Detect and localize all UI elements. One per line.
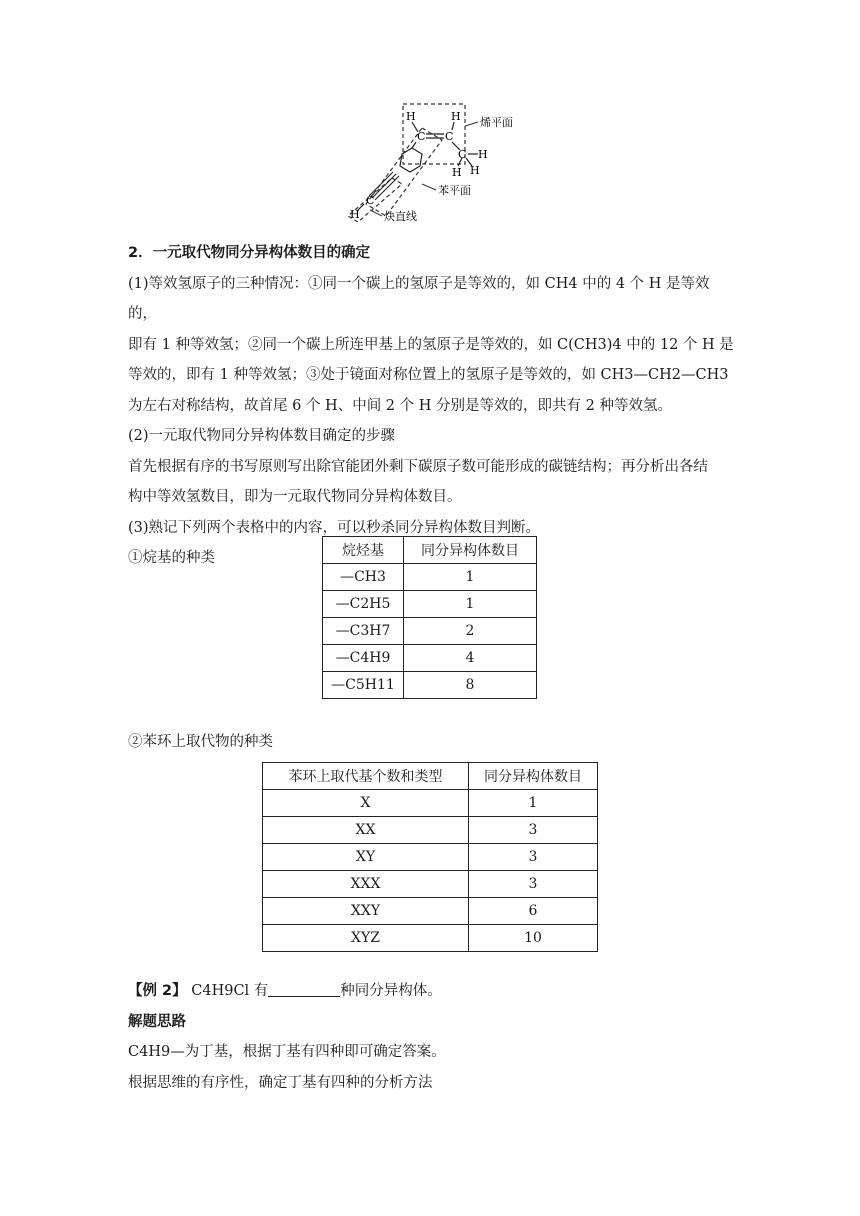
example-2-block (128, 976, 738, 1098)
p2-line2: 构中等效氢数目，即为一元取代物同分异构体数目。 (128, 489, 462, 505)
table-cell: XXX (263, 871, 469, 898)
table-cell: 1 (404, 564, 537, 591)
example-2-question (128, 976, 738, 1007)
table-cell: —C5H11 (323, 672, 404, 699)
alkyl-group-table (322, 536, 537, 699)
table-row (323, 591, 537, 618)
atom-h-m1: H (478, 148, 488, 161)
solution-line1: C4H9—为丁基，根据丁基有四种即可确定答案。 (128, 1044, 446, 1060)
atom-h-m3: H (470, 164, 480, 177)
p2-line1: 首先根据有序的书写原则写出除官能团外剩下碳原子数可能形成的碳链结构；再分析出各结 (128, 458, 708, 475)
molecule-plane-diagram (330, 98, 560, 228)
atom-h-left: H (406, 110, 416, 123)
table-cell: 1 (404, 591, 537, 618)
table-cell: —C3H7 (323, 618, 404, 645)
table-row (323, 618, 537, 645)
table-cell: 3 (469, 817, 598, 844)
atom-h-yne: H (350, 208, 360, 221)
table-cell: 2 (404, 618, 537, 645)
alkyne-line-label: 炔直线 (384, 210, 417, 223)
atom-h-top: H (451, 110, 461, 123)
table-cell: XXY (263, 898, 469, 925)
table-cell: —CH3 (323, 564, 404, 591)
p2-title: (2)一元取代物同分异构体数目确定的步骤 (128, 428, 396, 444)
table-header-row (263, 763, 598, 790)
table1-caption: ①烷基的种类 (128, 550, 215, 566)
benzene-plane-label: 苯平面 (438, 184, 471, 197)
table-row (323, 645, 537, 672)
table-row (323, 564, 537, 591)
table-cell: 3 (469, 871, 598, 898)
example-2-text-after: 种同分异构体。 (340, 983, 442, 999)
atom-c-left: C (417, 130, 426, 143)
table-header: 苯环上取代基个数和类型 (263, 763, 469, 790)
table-cell: 8 (404, 672, 537, 699)
table-cell: 6 (469, 898, 598, 925)
table2-caption: ②苯环上取代物的种类 (128, 734, 273, 750)
p1-line2: 即有 1 种等效氢；②同一个碳上所连甲基上的氢原子是等效的，如 C(CH3)4 中的 12 个 H 是 (128, 336, 734, 353)
answer-blank[interactable] (268, 982, 340, 997)
p1-line3: 等效的，即有 1 种等效氢；③处于镜面对称位置上的氢原子是等效的，如 CH3—CH2—CH3 (128, 367, 729, 383)
benzene-substituent-table (262, 762, 598, 952)
table-row (263, 871, 598, 898)
table-header: 同分异构体数目 (404, 537, 537, 564)
alkene-plane-label: 烯平面 (480, 116, 513, 129)
table-row (263, 925, 598, 952)
table-row (263, 844, 598, 871)
atom-c-right: C (445, 130, 454, 143)
table-row (263, 790, 598, 817)
table-cell: 4 (404, 645, 537, 672)
table-cell: XX (263, 817, 469, 844)
table-header: 同分异构体数目 (469, 763, 598, 790)
table-cell: XYZ (263, 925, 469, 952)
example-2-tag: 【例 2】 (128, 983, 187, 999)
p3: (3)熟记下列两个表格中的内容，可以秒杀同分异构体数目判断。 (128, 519, 541, 536)
table-row (323, 672, 537, 699)
table-cell: X (263, 790, 469, 817)
p1-line4: 为左右对称结构，故首尾 6 个 H、中间 2 个 H 分别是等效的，即共有 2 种等效氢。 (128, 397, 672, 414)
example-2-text-before: C4H9Cl 有 (191, 983, 269, 999)
atom-c-methyl: C (458, 148, 467, 161)
p1-line1: (1)等效氢原子的三种情况：①同一个碳上的氢原子是等效的，如 CH4 中的 4 个 H 是等效的， (128, 275, 710, 322)
solution-line2: 根据思维的有序性，确定丁基有四种的分析方法 (128, 1074, 433, 1091)
table-row (263, 817, 598, 844)
table-row (263, 898, 598, 925)
atom-h-m2: H (452, 166, 462, 179)
atom-c-yne1: C (366, 194, 375, 207)
benzene-plane-box (366, 128, 442, 216)
section-2-content (128, 238, 738, 574)
table-cell: —C4H9 (323, 645, 404, 672)
table-cell: 10 (469, 925, 598, 952)
table-header-row (323, 537, 537, 564)
section-2-heading: 2．一元取代物同分异构体数目的确定 (128, 245, 371, 261)
solution-heading: 解题思路 (128, 1013, 186, 1030)
table-header: 烷烃基 (323, 537, 404, 564)
table-cell: 1 (469, 790, 598, 817)
table-cell: XY (263, 844, 469, 871)
table-cell: —C2H5 (323, 591, 404, 618)
table-cell: 3 (469, 844, 598, 871)
